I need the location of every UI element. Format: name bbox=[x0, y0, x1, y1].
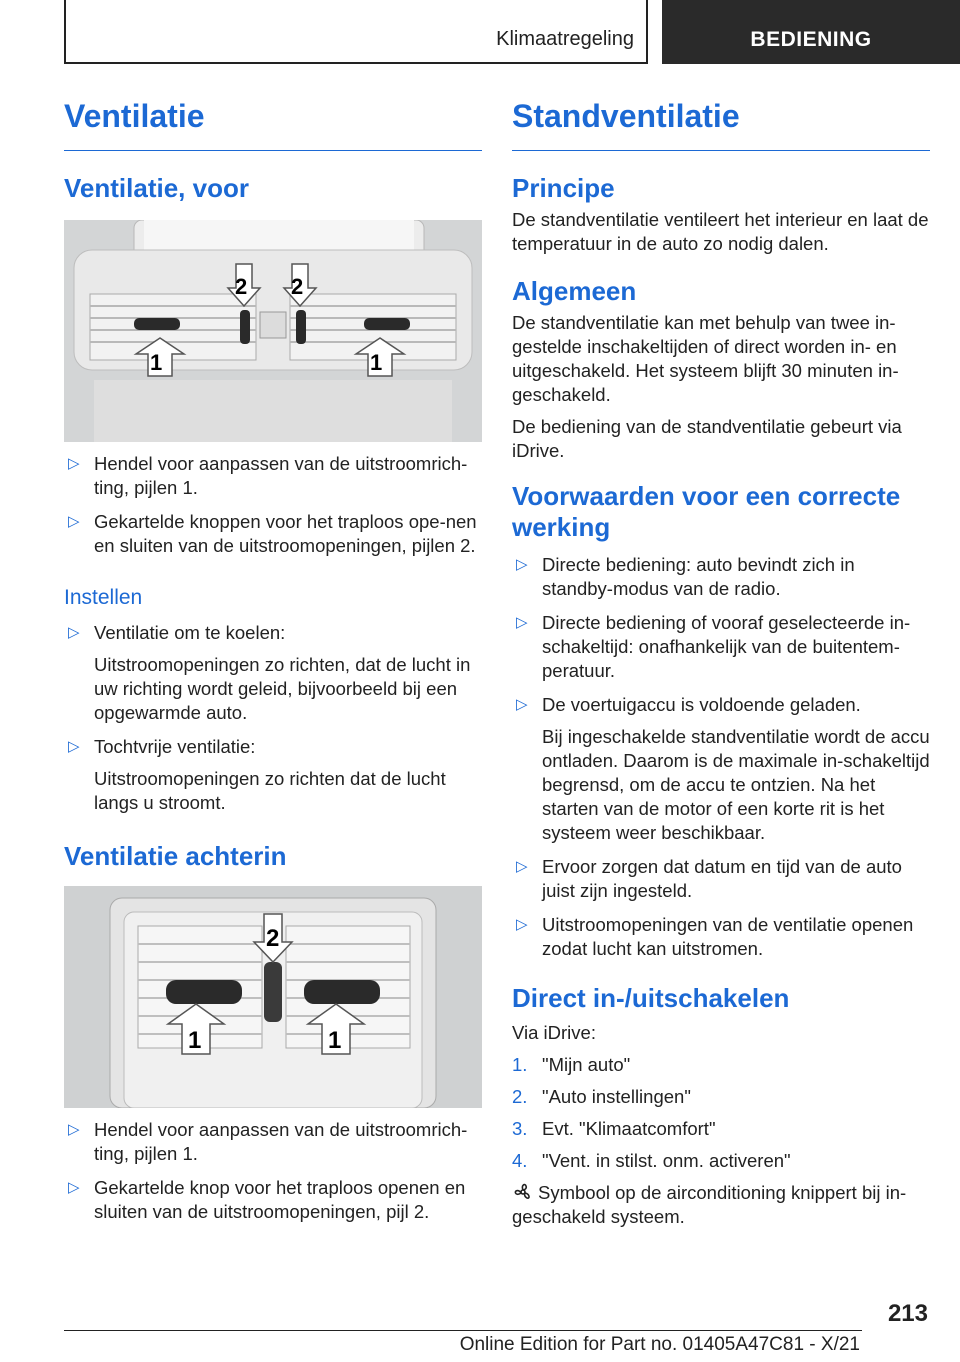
direct-intro: Via iDrive: bbox=[512, 1021, 596, 1043]
ventilation-title: Ventilatie bbox=[64, 98, 205, 134]
callout-2a: 2 bbox=[235, 273, 248, 299]
settings-heading: Instellen bbox=[64, 585, 143, 609]
settings-bullets bbox=[64, 621, 482, 815]
front-vents-figure bbox=[64, 220, 482, 442]
principle-heading: Principe bbox=[512, 172, 615, 203]
triangle-right-icon: ▷ bbox=[68, 624, 80, 642]
triangle-right-icon: ▷ bbox=[516, 858, 528, 876]
fan-note: Symbool op de airconditioning knippert bij in-geschakeld systeem. bbox=[512, 1181, 907, 1227]
list-item: ▷ De voertuigaccu is voldoende geladen. Bij ingeschakelde standventilatie wordt de accu ontladen. Daarom is de maximale in-schakeltijd begrensd, om de accu te ontzien. Na het starten van de motor of een korte rit is het systeem weer beschikbaar. bbox=[516, 694, 930, 844]
rear-callout-1b: 1 bbox=[328, 1027, 342, 1055]
direct-steps bbox=[512, 1053, 930, 1173]
rear-callout-2: 2 bbox=[266, 925, 280, 953]
list-item: 1. "Mijn auto" bbox=[512, 1053, 631, 1075]
page-number: 213 bbox=[887, 1300, 928, 1327]
list-item: 4. "Vent. in stilst. onm. activeren" bbox=[512, 1149, 791, 1171]
list-item: 2. "Auto instellingen" bbox=[512, 1085, 691, 1107]
general-heading: Algemeen bbox=[512, 275, 637, 306]
principle-text: De standventilatie ventileert het interieur en laat de temperatuur in de auto zo nodig dalen. bbox=[512, 208, 929, 254]
list-item: ▷ Gekartelde knoppen voor het traploos ope-nen en sluiten van de uitstroomopeningen, pijlen 2. bbox=[68, 510, 477, 556]
rear-ventilation-heading: Ventilatie achterin bbox=[64, 841, 287, 872]
list-item: 3. Evt. "Klimaatcomfort" bbox=[512, 1117, 716, 1139]
triangle-right-icon: ▷ bbox=[516, 916, 528, 934]
fan-icon bbox=[512, 1182, 534, 1202]
triangle-right-icon: ▷ bbox=[516, 556, 528, 574]
list-item: ▷ Hendel voor aanpassen van de uitstroomrich-ting, pijlen 1. bbox=[68, 1119, 468, 1165]
conditions-bullets bbox=[512, 553, 930, 961]
conditions-heading: Voorwaarden voor een correcte werking bbox=[512, 480, 901, 543]
list-item: ▷ Tochtvrije ventilatie: Uitstroomopeningen zo richten dat de lucht langs u stroomt. bbox=[68, 736, 446, 814]
rear-callout-1a: 1 bbox=[188, 1027, 202, 1055]
list-item: ▷ Ventilatie om te koelen: Uitstroomopeningen zo richten, dat de lucht in uw richting wordt geleid, bijvoorbeeld bij een opgewarmde auto. bbox=[68, 622, 471, 724]
title-rule bbox=[64, 150, 482, 151]
triangle-right-icon: ▷ bbox=[516, 614, 528, 632]
footer-edition: Online Edition for Part no. 01405A47C81 - X/21 bbox=[459, 1334, 860, 1355]
triangle-right-icon: ▷ bbox=[68, 1121, 80, 1139]
rear-vents-illustration bbox=[64, 886, 482, 1108]
triangle-right-icon: ▷ bbox=[68, 512, 80, 530]
general-text-2: De bediening van de standventilatie gebeurt via iDrive. bbox=[512, 415, 902, 461]
callout-1b: 1 bbox=[370, 349, 383, 375]
triangle-right-icon: ▷ bbox=[68, 738, 80, 756]
triangle-right-icon: ▷ bbox=[516, 696, 528, 714]
rear-bullets bbox=[64, 1118, 482, 1224]
list-item: ▷ Directe bediening: auto bevindt zich in standby-modus van de radio. bbox=[516, 554, 855, 600]
triangle-right-icon: ▷ bbox=[68, 454, 80, 472]
chapter-title: BEDIENING bbox=[750, 28, 872, 51]
footer-rule bbox=[64, 1330, 862, 1331]
title-rule bbox=[512, 150, 930, 151]
list-item: ▷ Uitstroomopeningen van de ventilatie openen zodat lucht kan uitstromen. bbox=[516, 914, 914, 960]
direct-heading: Direct in-/uitschakelen bbox=[512, 983, 790, 1014]
general-text-1: De standventilatie kan met behulp van twee in-gestelde inschakeltijden of direct worden in- en uitgeschakeld. Het systeem blijft 30 minuten in-geschakeld. bbox=[512, 311, 899, 405]
front-ventilation-heading: Ventilatie, voor bbox=[64, 172, 249, 203]
list-item: ▷ Hendel voor aanpassen van de uitstroomrich-ting, pijlen 1. bbox=[68, 452, 468, 498]
left-column bbox=[64, 96, 482, 1224]
rear-vents-figure bbox=[64, 886, 482, 1108]
header-section-box bbox=[64, 0, 648, 64]
section-title: Klimaatregeling bbox=[496, 28, 634, 50]
triangle-right-icon: ▷ bbox=[68, 1179, 80, 1197]
right-column bbox=[512, 96, 930, 1229]
standventilation-title: Standventilatie bbox=[512, 98, 740, 134]
list-item: ▷ Directe bediening of vooraf geselecteerde in-schakeltijd: onafhankelijk van de buitentem-peratuur. bbox=[516, 612, 911, 682]
callout-2b: 2 bbox=[291, 273, 304, 299]
header-chapter-box bbox=[662, 0, 960, 64]
list-item: ▷ Ervoor zorgen dat datum en tijd van de auto juist zijn ingesteld. bbox=[516, 856, 902, 902]
callout-1a: 1 bbox=[150, 349, 163, 375]
front-bullets bbox=[64, 452, 482, 558]
front-vents-illustration bbox=[64, 220, 482, 442]
list-item: ▷ Gekartelde knop voor het traploos openen en sluiten van de uitstroomopeningen, pijl 2. bbox=[68, 1177, 466, 1223]
